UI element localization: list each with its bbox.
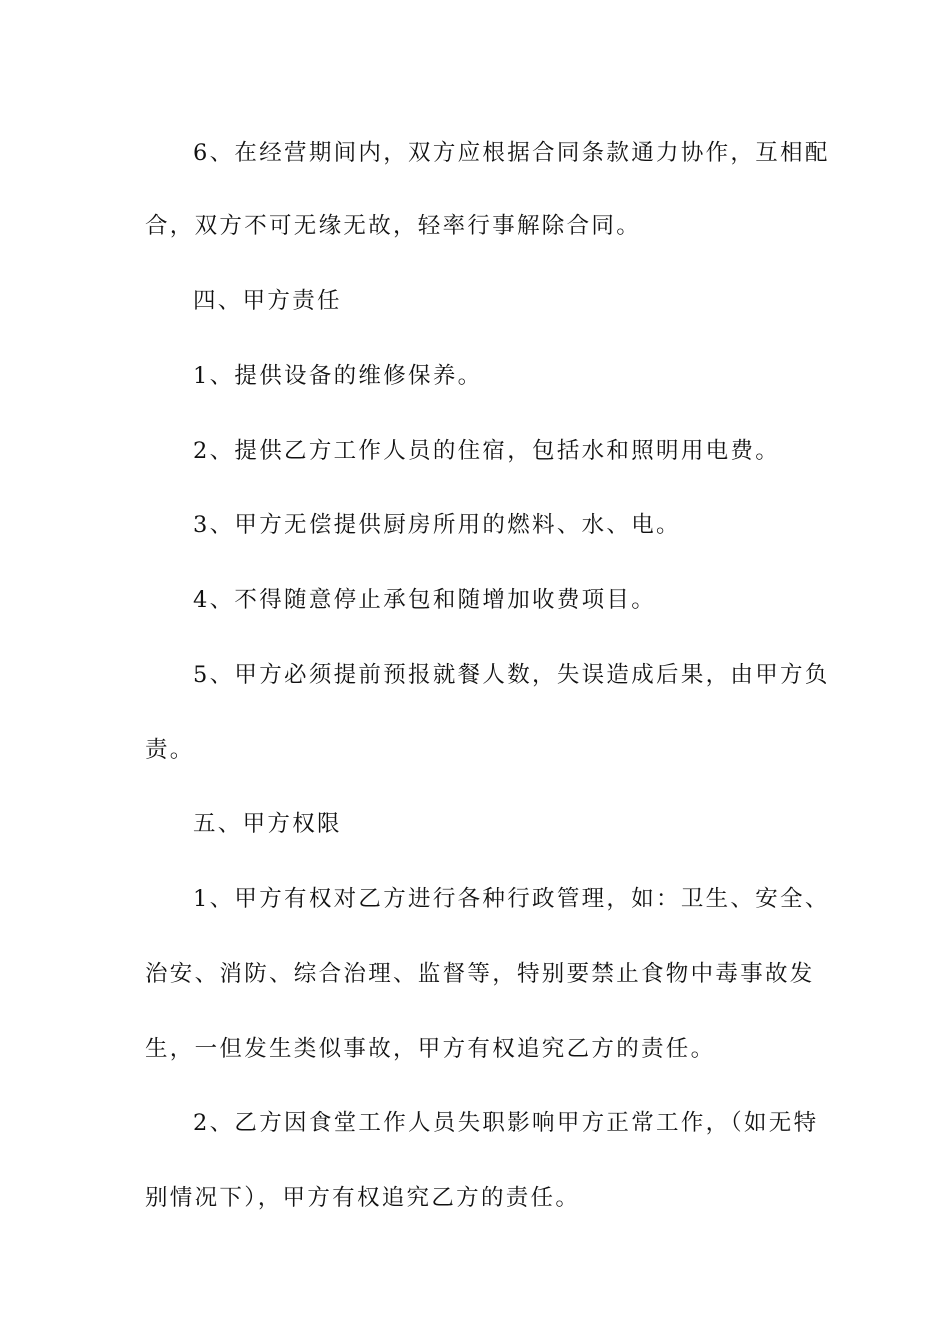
paragraph-line: 1、甲方有权对乙方进行各种行政管理，如：卫生、安全、 <box>193 886 830 912</box>
paragraph-line: 5、甲方必须提前预报就餐人数，失误造成后果，由甲方负 <box>193 662 830 688</box>
section-heading: 五、甲方权限 <box>193 811 342 837</box>
paragraph-line: 别情况下），甲方有权追究乙方的责任。 <box>145 1185 581 1211</box>
paragraph-line: 6、在经营期间内，双方应根据合同条款通力协作，互相配 <box>193 140 830 166</box>
paragraph-line: 生，一但发生类似事故，甲方有权追究乙方的责任。 <box>145 1036 716 1062</box>
section-heading: 四、甲方责任 <box>193 288 342 314</box>
paragraph-line: 责。 <box>145 737 195 763</box>
paragraph-line: 4、不得随意停止承包和随增加收费项目。 <box>193 587 657 613</box>
paragraph-line: 合，双方不可无缘无故，轻率行事解除合同。 <box>145 213 642 239</box>
paragraph-line: 治安、消防、综合治理、监督等，特别要禁止食物中毒事故发 <box>145 961 815 987</box>
paragraph-line: 1、提供设备的维修保养。 <box>193 363 483 389</box>
paragraph-line: 2、提供乙方工作人员的住宿，包括水和照明用电费。 <box>193 438 781 464</box>
paragraph-line: 3、甲方无偿提供厨房所用的燃料、水、电。 <box>193 512 681 538</box>
paragraph-line: 2、乙方因食堂工作人员失职影响甲方正常工作，（如无特 <box>193 1110 819 1136</box>
